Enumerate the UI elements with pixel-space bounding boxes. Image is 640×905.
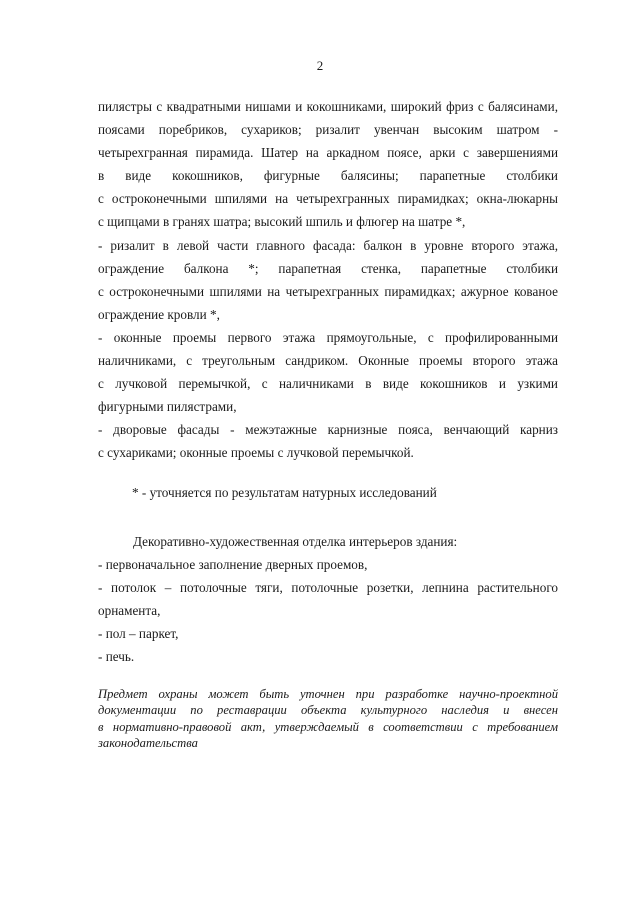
text-line: поясами поребриков, сухариков; ризалит увенчан высоким шатром - [98,122,558,138]
text-line: фигурными пилястрами, [98,399,237,415]
text-line: с щипцами в гранях шатра; высокий шпиль и флюгер на шатре *, [98,214,466,230]
text-line: наличниками, с треугольным сандриком. Оконные проемы второго этажа [98,353,558,369]
text-line: пилястры с квадратными нишами и кокошниками, широкий фриз с балясинами, [98,99,558,114]
list-item: - печь. [98,649,135,665]
text-line: - оконные проемы первого этажа прямоугольные, с профилированными [98,329,558,345]
text-line: с сухариками; оконные проемы с лучковой перемычкой. [98,445,414,461]
list-item: - пол – паркет, [98,626,179,642]
list-item: орнамента, [98,603,161,619]
interiors-section [98,530,558,669]
list-item: - первоначальное заполнение дверных проемов, [98,557,368,573]
page-number: 2 [316,58,324,73]
text-line: четырехгранная пирамида. Шатер на аркадном поясе, арки с завершениями [98,145,558,161]
protection-footnote [98,686,558,751]
footnote-line: законодательства [98,735,198,750]
text-line: с остроконечными шпилями на четырехгранных пирамидках; окна-люкарны [98,191,558,207]
text-line: - ризалит в левой части главного фасада: балкон в уровне второго этажа, [98,237,558,253]
text-line: с остроконечными шпилями на четырехгранных пирамидках; ажурное кованое [98,283,558,299]
text-line: - дворовые фасады - межэтажные карнизные пояса, венчающий карниз [98,422,558,438]
footnote-line: в нормативно-правовой акт, утверждаемый в соответствии с требованием [98,719,558,734]
object-description [98,95,558,465]
text-line: с лучковой перемычкой, с наличниками в виде кокошников и узкими [98,376,558,392]
footnote-line: Предмет охраны может быть уточнен при разработке научно-проектной [98,687,558,701]
text-line: в виде кокошников, фигурные балясины; парапетные столбики [98,168,558,184]
text-line: ограждение кровли *, [98,306,220,322]
footnote-line: документации по реставрации объекта культурного наследия и внесен [98,703,558,718]
interiors-heading: Декоративно-художественная отделка интерьеров здания: [133,534,458,549]
asterisk-note: * - уточняется по результатам натурных исследований [132,485,437,500]
text-line: ограждение балкона *; парапетная стенка, парапетные столбики [98,260,558,276]
list-item: - потолок – потолочные тяги, потолочные розетки, лепнина растительного [98,580,558,596]
